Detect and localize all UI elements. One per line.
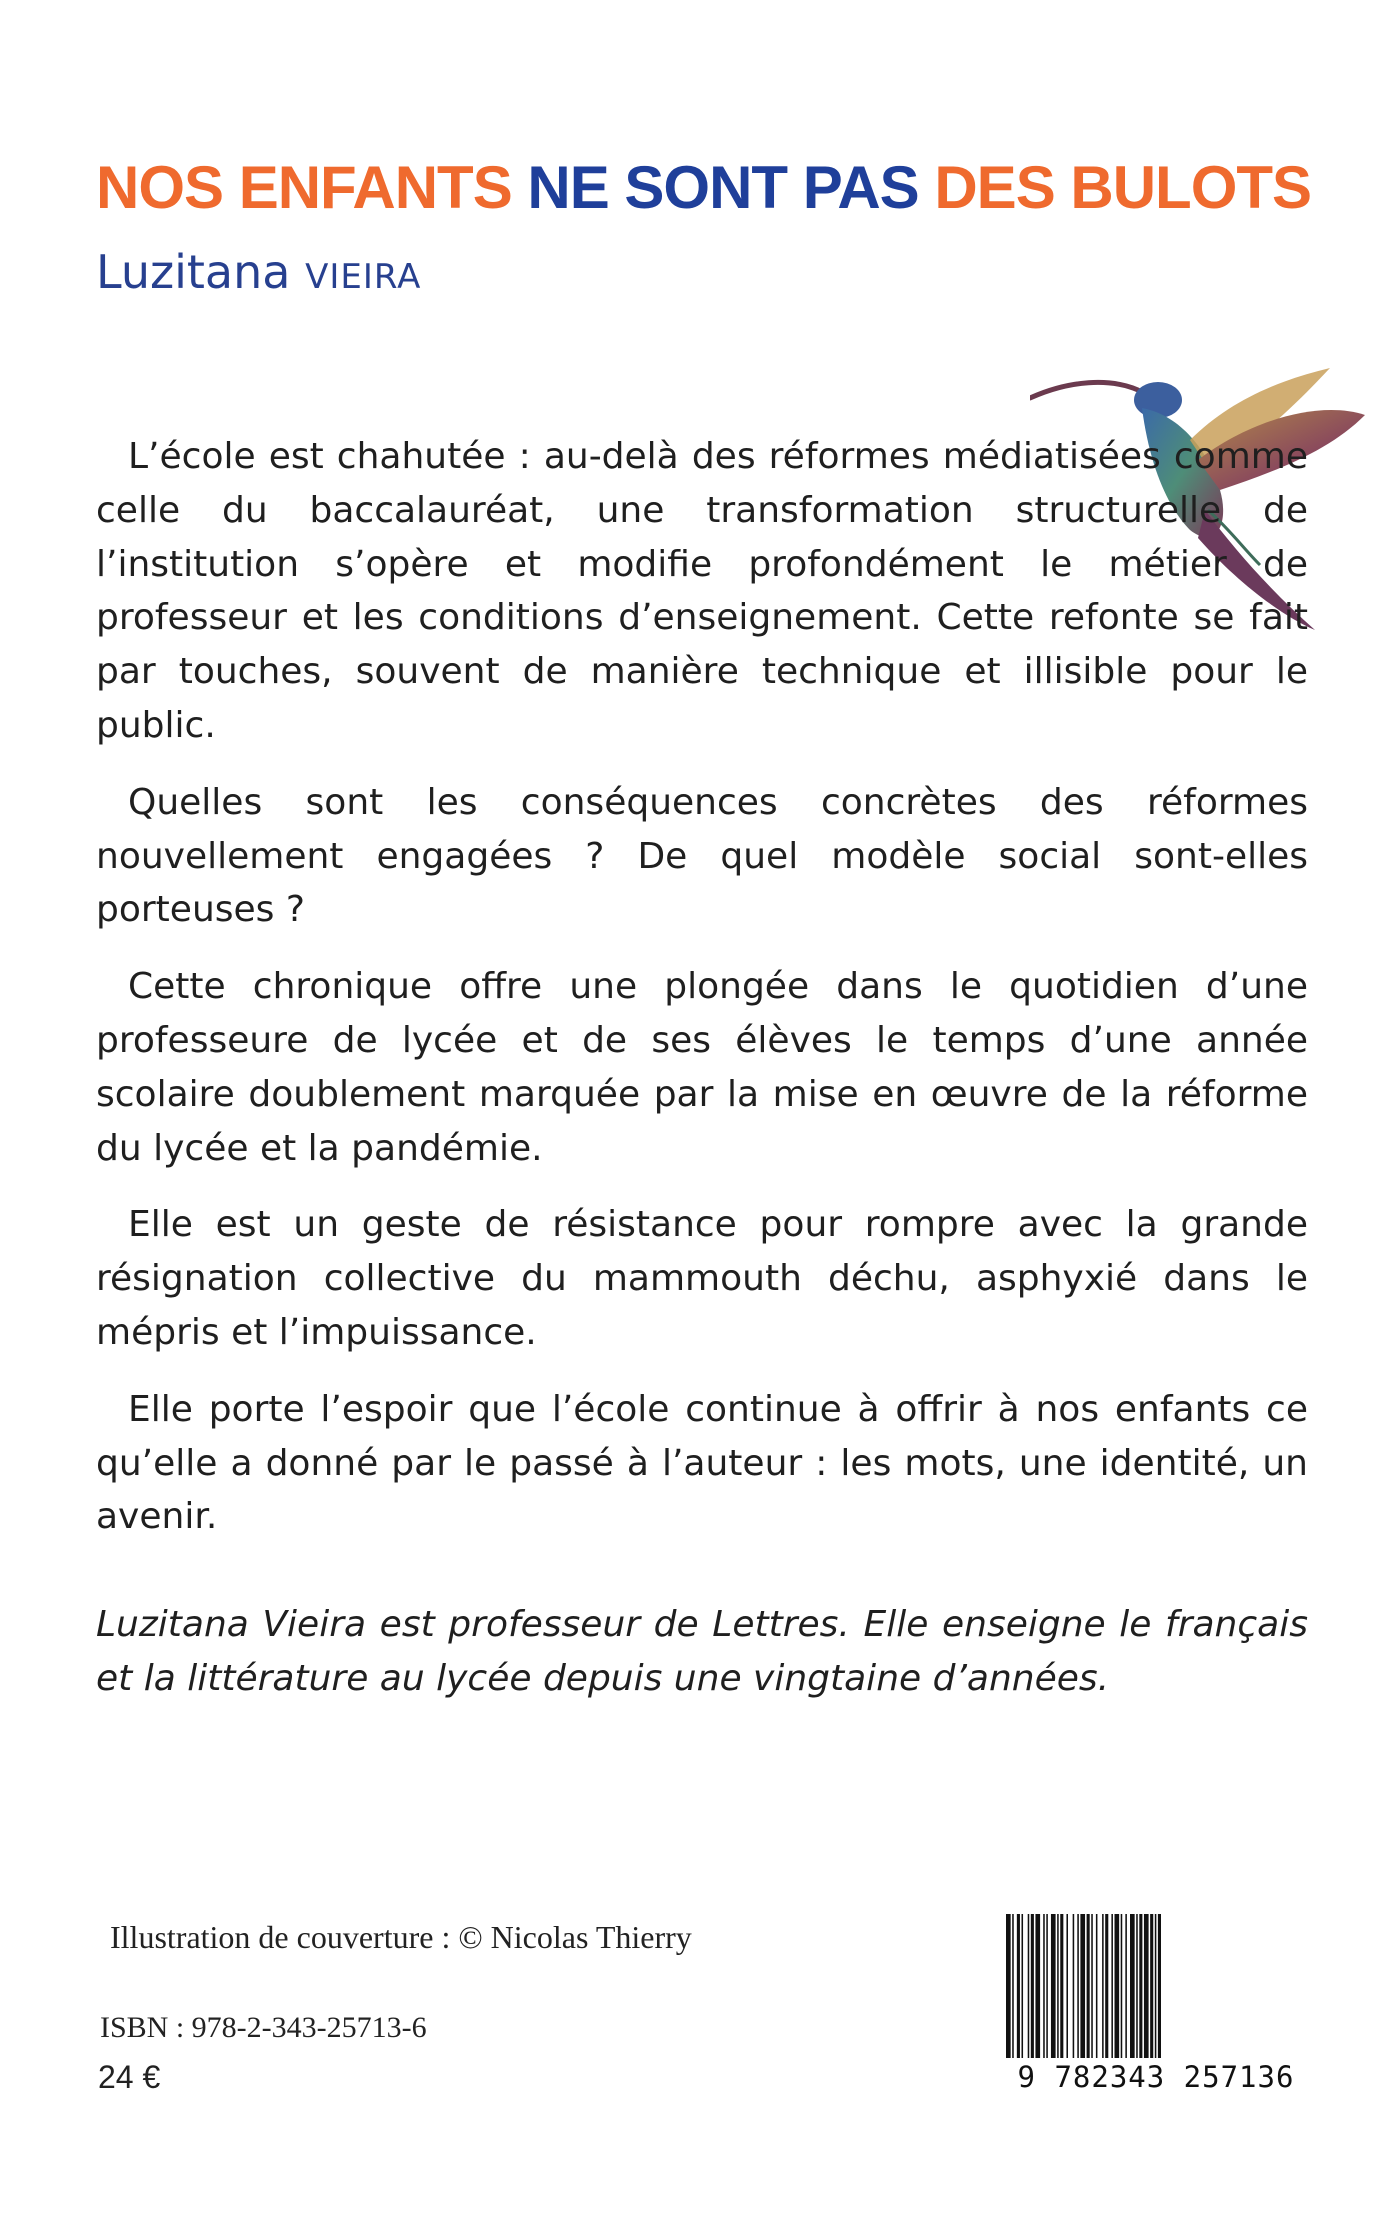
blurb-paragraph-3: Cette chronique offre une plongée dans le quotidien d’une professeure de lycée et de ses élèves le temps d’une année scolaire doublement marquée par la mise en œuvre de la réforme du lycée et la pandémie. xyxy=(96,966,1308,1169)
price: 24 € xyxy=(98,2059,161,2095)
book-title xyxy=(96,148,1311,228)
blurb-paragraph-5: Elle porte l’espoir que l’école continue à offrir à nos enfants ce qu’elle a donné par le passé à l’auteur : les mots, une identité, un avenir. xyxy=(96,1388,1308,1538)
blurb-paragraph-4: Elle est un geste de résistance pour rompre avec la grande résignation collective du mammouth déchu, asphyxié dans le mépris et l’impuissance. xyxy=(96,1204,1308,1353)
title-part-1: NOS ENFANTS xyxy=(96,154,512,221)
author-name xyxy=(96,242,421,307)
blurb-paragraph-2: Quelles sont les conséquences concrètes des réformes nouvellement engagées ? De quel modèle social sont-elles porteuses ? xyxy=(96,781,1308,931)
title-part-3: DES BULOTS xyxy=(934,154,1312,221)
blurb xyxy=(96,430,1308,1567)
author-bio: Luzitana Vieira est professeur de Lettres. Elle enseigne le français et la littérature au lycée depuis une vingtaine d’années. xyxy=(96,1604,1308,1699)
isbn: ISBN : 978-2-343-25713-6 xyxy=(100,2011,427,2044)
blurb-paragraph-1: L’école est chahutée : au-delà des réformes médiatisées comme celle du baccalauréat, une transformation structurelle de l’institution s’opère et modifie profondément le métier de professeur et les conditions d’enseignement. Cette refonte se fait par touches, souvent de manière technique et illisible pour le public. xyxy=(96,436,1308,746)
author-first-name: Luzitana xyxy=(96,245,291,299)
illustration-credit: Illustration de couverture : © Nicolas Thierry xyxy=(110,1919,692,1955)
title-part-2: NE SONT PAS xyxy=(527,154,919,221)
barcode-digits: 9 782343 257136 xyxy=(1002,2058,1310,2096)
author-last-name: VIEIRA xyxy=(305,257,422,297)
